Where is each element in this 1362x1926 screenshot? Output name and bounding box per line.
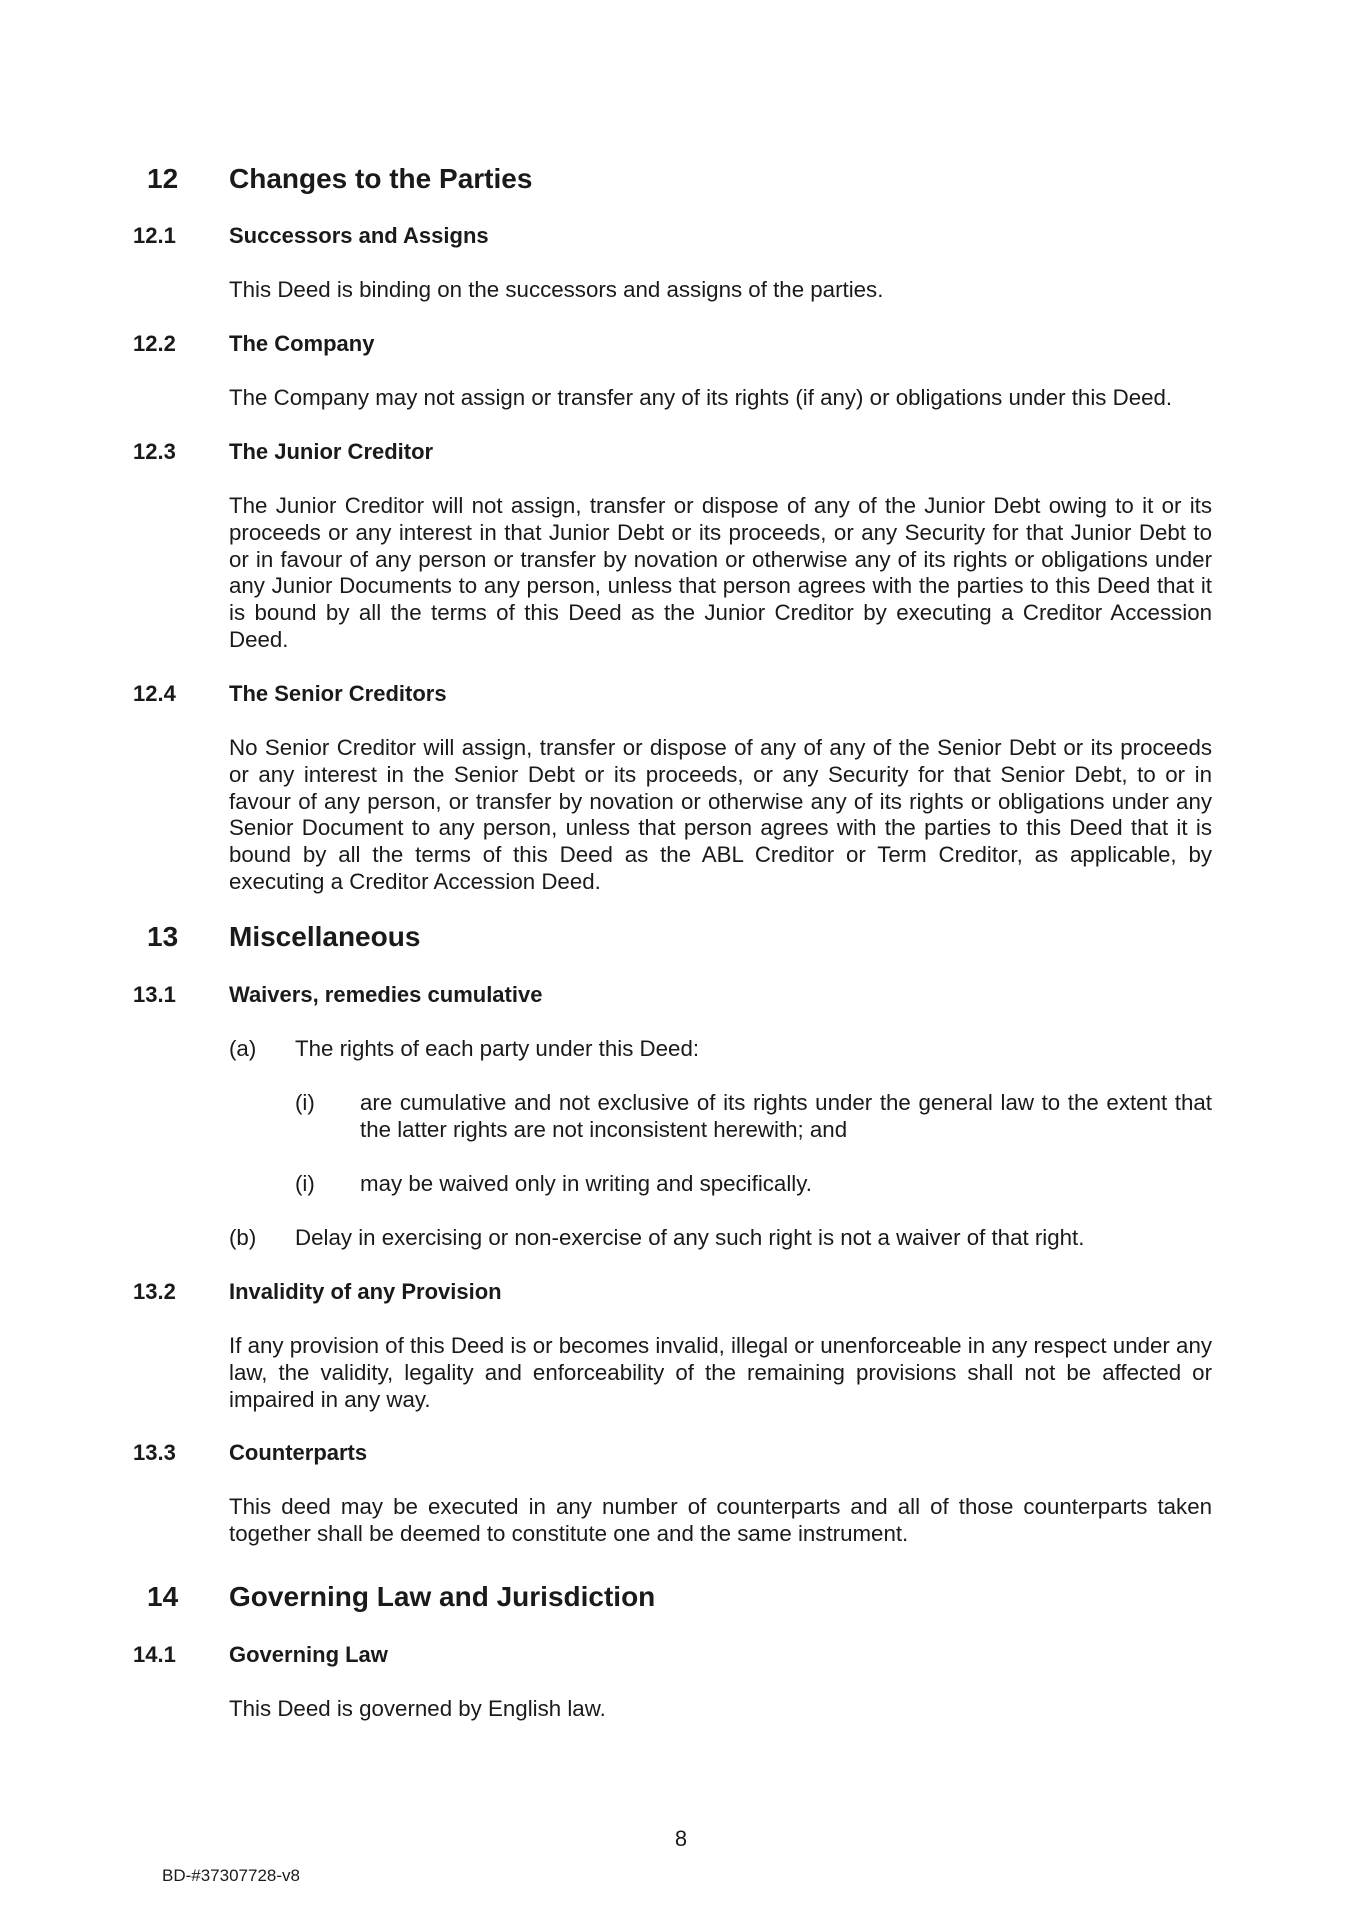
item-label: (i) <box>295 1171 315 1196</box>
clause-12-3-text: The Junior Creditor will not assign, transfer or dispose of any of the Junior Debt owing to it or its proceeds or any interest in that Junior Debt or its proceeds, or any Security for that Junior Debt to or in favour of any person or transfer by novation or otherwise any of its rights or obligations under any Junior Documents to any person, unless that person agrees with the parties to this Deed that it is bound by all the terms of this Deed as the Junior Creditor by executing a Creditor Accession Deed. <box>229 493 1212 652</box>
clause-13-1-item-a-i <box>295 1090 1212 1146</box>
clause-12-1-text: This Deed is binding on the successors and assigns of the parties. <box>229 277 884 302</box>
clause-13-1-item-a <box>229 1036 1212 1064</box>
clause-number: 12.3 <box>133 439 176 464</box>
section-title: Changes to the Parties <box>229 163 533 194</box>
clause-13-2-text: If any provision of this Deed is or becomes invalid, illegal or unenforceable in any respect under any law, the validity, legality and enforceability of the remaining provisions shall not be affected or impaired in any way. <box>229 1333 1212 1412</box>
clause-number: 13.3 <box>133 1440 176 1465</box>
clause-title: The Junior Creditor <box>229 439 434 464</box>
clause-12-2-text: The Company may not assign or transfer any of its rights (if any) or obligations under this Deed. <box>229 385 1173 410</box>
item-text: The rights of each party under this Deed: <box>295 1036 700 1061</box>
clause-title: Governing Law <box>229 1642 388 1667</box>
clause-title: The Company <box>229 331 375 356</box>
clause-number: 14.1 <box>133 1642 176 1667</box>
section-number: 12 <box>147 163 179 194</box>
clause-title: Waivers, remedies cumulative <box>229 982 543 1007</box>
clause-number: 12.2 <box>133 331 176 356</box>
clause-title: Successors and Assigns <box>229 223 489 248</box>
clause-13-3-text: This deed may be executed in any number of counterparts and all of those counterparts taken together shall be deemed to constitute one and the same instrument. <box>229 1494 1212 1546</box>
clause-title: Counterparts <box>229 1440 368 1465</box>
page-number: 8 <box>674 1826 688 1851</box>
item-text: Delay in exercising or non-exercise of any such right is not a waiver of that right. <box>295 1225 1085 1250</box>
item-label: (b) <box>229 1225 257 1250</box>
section-number: 14 <box>147 1581 179 1612</box>
item-label: (a) <box>229 1036 257 1061</box>
clause-title: The Senior Creditors <box>229 681 447 706</box>
clause-title: Invalidity of any Provision <box>229 1279 502 1304</box>
clause-number: 12.4 <box>133 681 176 706</box>
item-label: (i) <box>295 1090 315 1115</box>
clause-12-4-text: No Senior Creditor will assign, transfer or dispose of any of any of the Senior Debt or its proceeds or any interest in the Senior Debt or its proceeds, or any Security for that Senior Debt, to or in favour of any person, or transfer by novation or otherwise any of its rights or obligations under any Senior Document to any person, unless that person agrees with the parties to this Deed that it is bound by all the terms of this Deed as the ABL Creditor or Term Creditor, as applicable, by executing a Creditor Accession Deed. <box>229 735 1212 894</box>
clause-13-1-item-a-ii <box>295 1171 1212 1199</box>
clause-number: 13.1 <box>133 982 176 1007</box>
clause-13-1-item-b <box>229 1225 1212 1253</box>
clause-number: 13.2 <box>133 1279 176 1304</box>
section-title: Governing Law and Jurisdiction <box>229 1581 656 1612</box>
clause-number: 12.1 <box>133 223 176 248</box>
item-text: are cumulative and not exclusive of its rights under the general law to the extent that the latter rights are not inconsistent herewith; and <box>360 1090 1212 1142</box>
section-number: 13 <box>147 921 179 952</box>
section-title: Miscellaneous <box>229 921 421 952</box>
clause-14-1-text: This Deed is governed by English law. <box>229 1696 606 1721</box>
item-text: may be waived only in writing and specifically. <box>360 1171 812 1196</box>
document-reference: BD-#37307728-v8 <box>162 1866 300 1885</box>
